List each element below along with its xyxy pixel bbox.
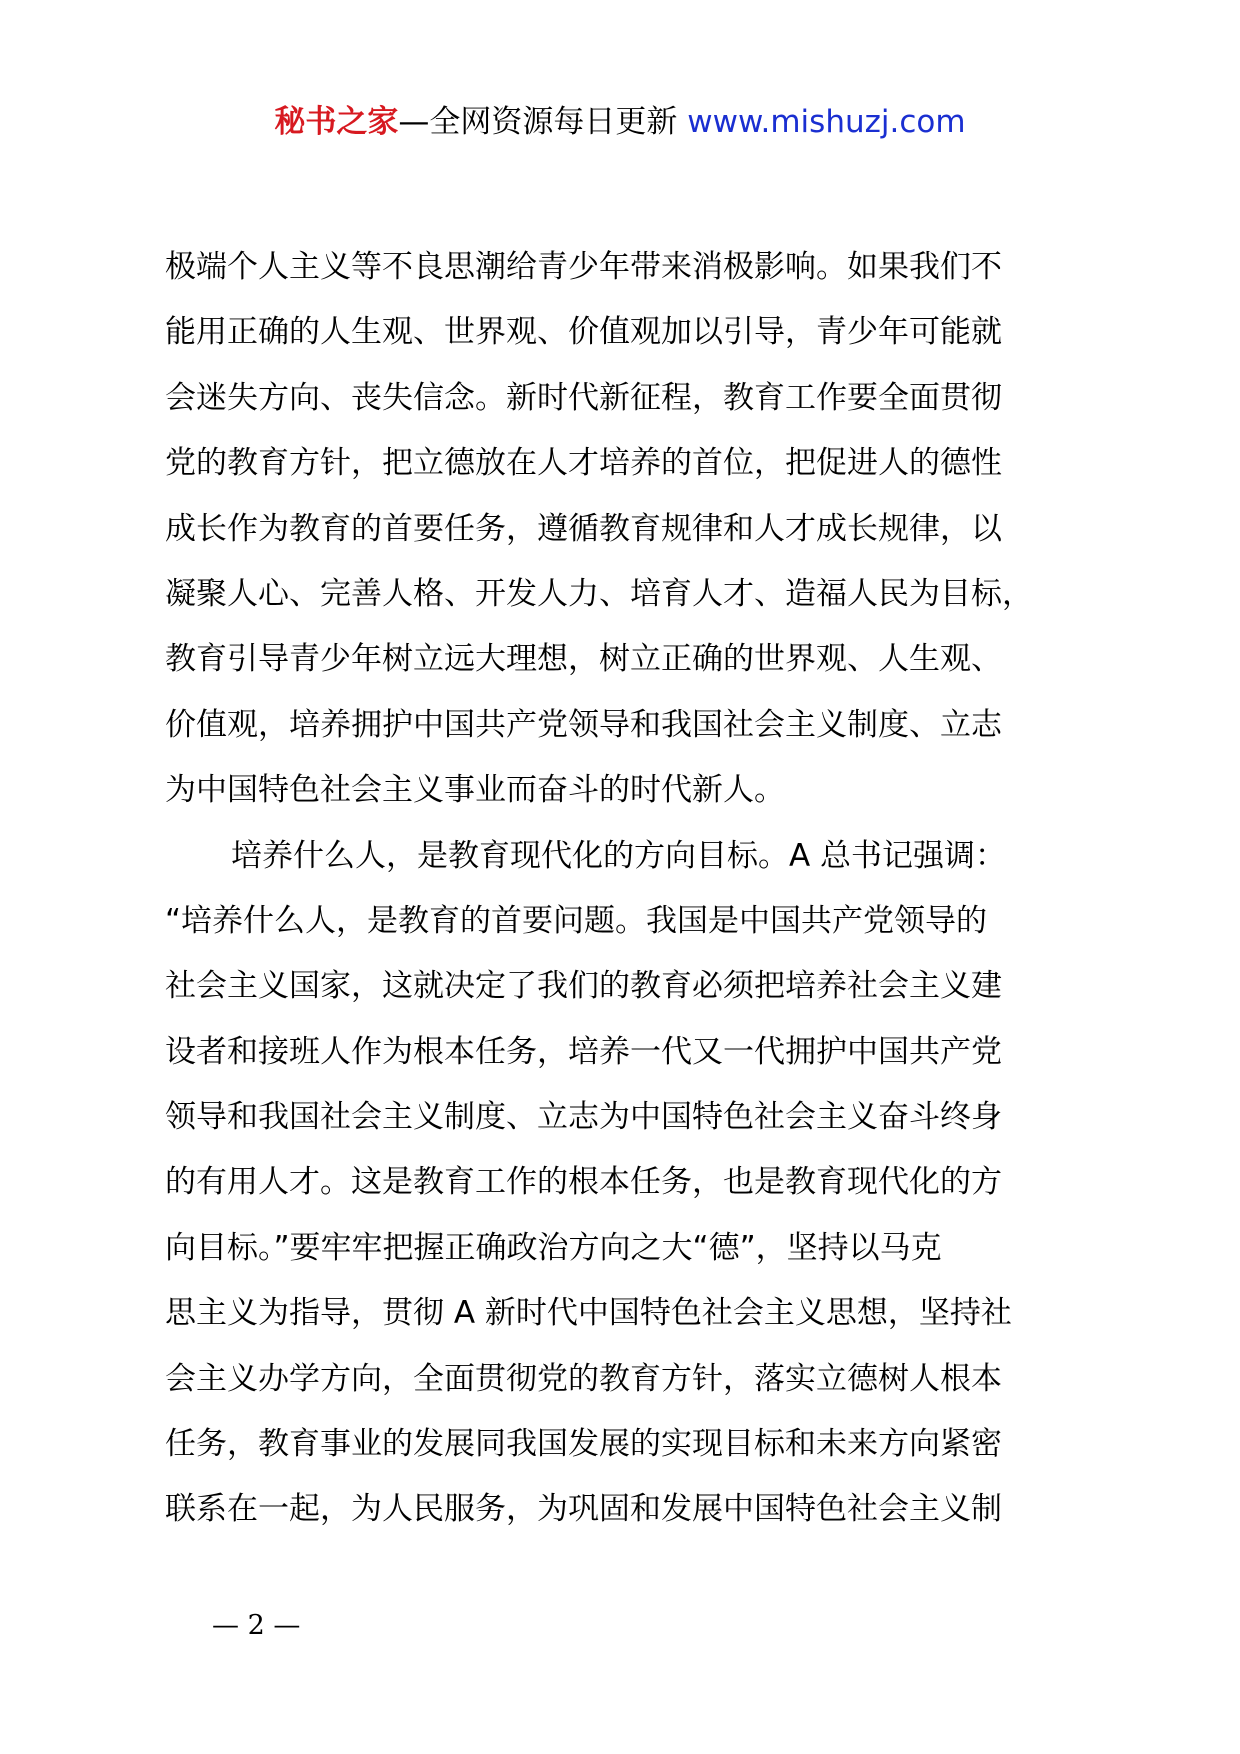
- text-line: 成长作为教育的首要任务，遵循教育规律和人才成长规律，以: [165, 510, 1002, 547]
- website-link[interactable]: www.mishuzj.com: [687, 104, 966, 140]
- text-line: 为中国特色社会主义事业而奋斗的时代新人。: [165, 772, 785, 809]
- text-line: “培养什么人，是教育的首要问题。我国是中国共产党领导的: [165, 902, 988, 939]
- text-line: 能用正确的人生观、世界观、价值观加以引导，青少年可能就: [165, 314, 1002, 351]
- text-line: 联系在一起，为人民服务，为巩固和发展中国特色社会主义制: [165, 1491, 1002, 1528]
- text-line: 凝聚人心、完善人格、开发人力、培育人才、造福人民为目标，: [165, 575, 1033, 612]
- document-header: [0, 100, 1240, 144]
- text-line: 设者和接班人作为根本任务，培养一代又一代拥护中国共产党: [165, 1033, 1002, 1070]
- text-line: 社会主义国家，这就决定了我们的教育必须把培养社会主义建: [165, 968, 1002, 1005]
- text-line: 教育引导青少年树立远大理想，树立正确的世界观、人生观、: [165, 641, 1002, 678]
- paragraph-start-line: 培养什么人，是教育现代化的方向目标。A 总书记强调：: [231, 837, 1007, 874]
- text-line: 向目标。”要牢牢把握正确政治方向之大“德”，坚持以马克: [165, 1229, 942, 1266]
- header-tagline: —全网资源每日更新: [398, 104, 688, 140]
- text-line: 会主义办学方向，全面贯彻党的教育方针，落实立德树人根本: [165, 1360, 1002, 1397]
- text-line: 党的教育方针，把立德放在人才培养的首位，把促进人的德性: [165, 445, 1002, 482]
- brand-name: 秘书之家: [274, 104, 399, 140]
- text-line: 的有用人才。这是教育工作的根本任务，也是教育现代化的方: [165, 1164, 1002, 1201]
- text-line: 价值观，培养拥护中国共产党领导和我国社会主义制度、立志: [165, 706, 1002, 743]
- text-line: 极端个人主义等不良思潮给青少年带来消极影响。如果我们不: [165, 249, 1002, 285]
- page-number: — 2 —: [212, 1610, 301, 1641]
- text-line: 领导和我国社会主义制度、立志为中国特色社会主义奋斗终身: [165, 1099, 1002, 1136]
- text-line: 思主义为指导，贯彻 A 新时代中国特色社会主义思想，坚持社: [165, 1295, 1012, 1332]
- text-line: 会迷失方向、丧失信念。新时代新征程，教育工作要全面贯彻: [165, 379, 1002, 416]
- document-body: [165, 235, 1085, 1543]
- text-line: 任务，教育事业的发展同我国发展的实现目标和未来方向紧密: [165, 1426, 1002, 1463]
